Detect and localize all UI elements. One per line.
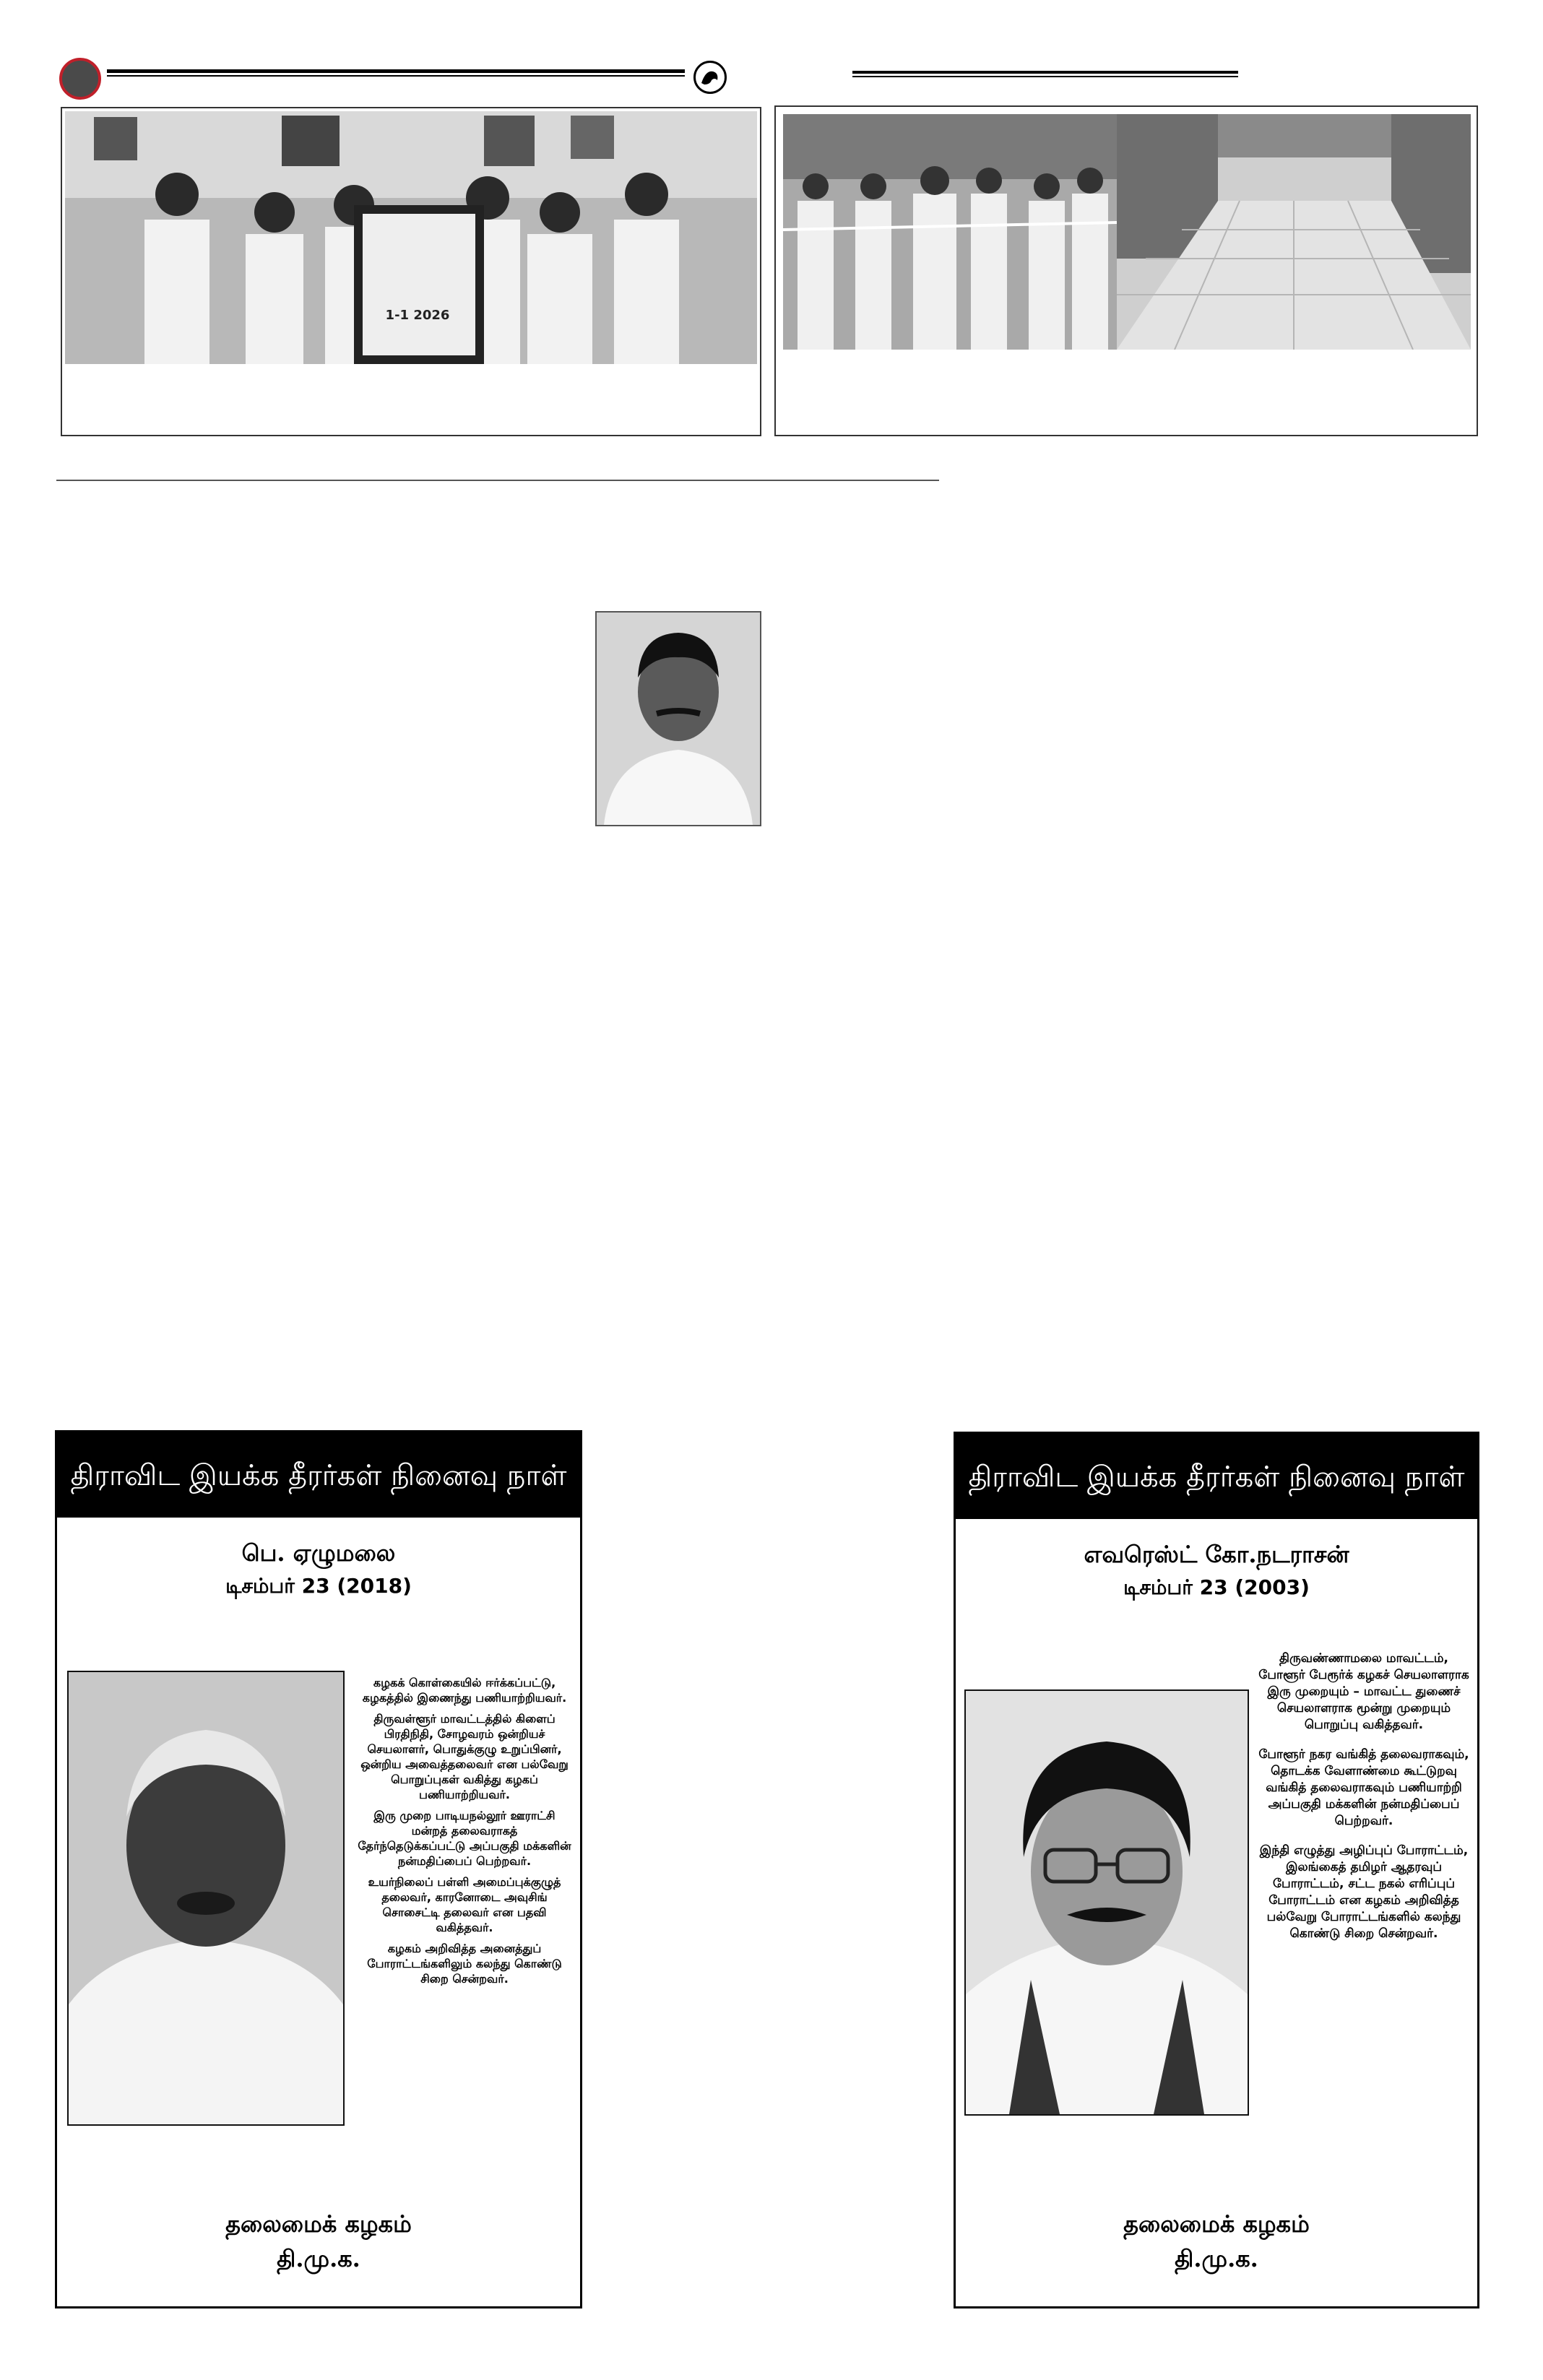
ad-bio-paragraph: கழகம் அறிவித்த அனைத்துப் போராட்டங்களிலும் கலந்து கொண்டு சிறை சென்றவர்.: [367, 1942, 562, 1986]
ad-heading-bar: [956, 1434, 1477, 1519]
ad-bio-paragraph: போளூர் நகர வங்கித் தலைவராகவும், தொடக்க வேளாண்மை கூட்டுறவு வங்கித் தலைவராகவும் பணியாற்றி அப்பகுதி மக்களின் நன்மதிப்பைப் பெற்றவர்.: [1258, 1747, 1469, 1828]
ad-person-name: எவரெஸ்ட் கோ.நடராசன்: [1084, 1541, 1349, 1568]
paved-road-photo: [1117, 114, 1471, 350]
header-rule-right: [852, 71, 1238, 77]
memorial-ad-left: [55, 1430, 582, 2308]
ad-person-photo: [67, 1671, 345, 2126]
ad-bio-paragraph: உயர்நிலைப் பள்ளி அமைப்புக்குழுத் தலைவர், காரனோடை அவுசிங் சொசைட்டி தலைவர் என பதவி வகித்தவர்.: [368, 1875, 561, 1934]
ad-bio-paragraph: இந்தி எழுத்து அழிப்புப் போராட்டம், இலங்கைத் தமிழர் ஆதரவுப் போராட்டம், சட்ட நகல் எரிப்புப் போராட்டம் என கழகம் அறிவித்த பல்வேறு போராட்டங்களில் கலந்து கொண்டு சிறை சென்றவர்.: [1259, 1843, 1469, 1941]
memorial-ad-right: [954, 1432, 1479, 2308]
ad-bio-paragraph: திருவள்ளூர் மாவட்டத்தில் கிளைப் பிரதிநிதி, சோழவரம் ஒன்றியச் செயலாளர், பொதுக்குழு உறுப்பினர், ஒன்றிய அவைத்தலைவர் என பல்வேறு பொறுப்புகள் வகித்து கழகப் பணியாற்றியவர்.: [360, 1712, 569, 1801]
group-photo-calendar-release: [65, 111, 757, 364]
ad-bio-paragraph: திருவண்ணாமலை மாவட்டம், போளூர் பேரூர்க் கழகச் செயலாளராக இரு முறையும் – மாவட்ட துணைச் செயலாளராக மூன்று முறையும் பொறுப்பு வகித்தவர்.: [1258, 1651, 1469, 1732]
ad-bio-paragraph: கழகக் கொள்கையில் ஈர்க்கப்பட்டு, கழகத்தில் இணைந்து பணியாற்றியவர்.: [362, 1676, 567, 1705]
ad-footer-line2: தி.மு.க.: [277, 2245, 360, 2272]
ribbon-cutting-photo: [783, 114, 1117, 350]
ad-footer-line1: தலைமைக் கழகம்: [225, 2210, 412, 2238]
ad-heading: திராவிட இயக்க தீரர்கள் நினைவு நாள்: [70, 1459, 567, 1492]
rising-sun-emblem-icon: [693, 61, 727, 94]
ad-heading: திராவிட இயக்க தீரர்கள் நினைவு நாள்: [968, 1461, 1465, 1494]
photo-box-left: [61, 107, 761, 436]
ad-date: டிசம்பர் 23 (2003): [1123, 1575, 1310, 1599]
ad-footer: [956, 2207, 1477, 2276]
ad-bio-paragraph: இரு முறை பாடியநல்லூர் ஊராட்சி மன்றத் தலைவராகத் தேர்ந்தெடுக்கப்பட்டு அப்பகுதி மக்களின் நன்மதிப்பைப் பெற்றவர்.: [358, 1809, 571, 1868]
calendar-date-label: 1-1 2026: [385, 308, 450, 323]
ad-person-photo: [964, 1689, 1249, 2116]
ad-biography: [356, 1675, 573, 1992]
header-rule: [107, 69, 685, 77]
ad-footer-line1: தலைமைக் கழகம்: [1123, 2210, 1310, 2238]
ad-biography: [1255, 1650, 1473, 1948]
ad-person-name: பெ. ஏழுமலை: [241, 1539, 396, 1567]
leader-portrait-photo: [595, 611, 761, 826]
section-rule: [56, 480, 939, 481]
photo-box-right: [774, 105, 1478, 436]
ad-date: டிசம்பர் 23 (2018): [225, 1574, 412, 1598]
ad-heading-bar: [57, 1432, 580, 1518]
header-red-circle-icon: [59, 58, 101, 100]
ad-footer-line2: தி.மு.க.: [1175, 2245, 1258, 2272]
ad-footer: [57, 2207, 580, 2276]
